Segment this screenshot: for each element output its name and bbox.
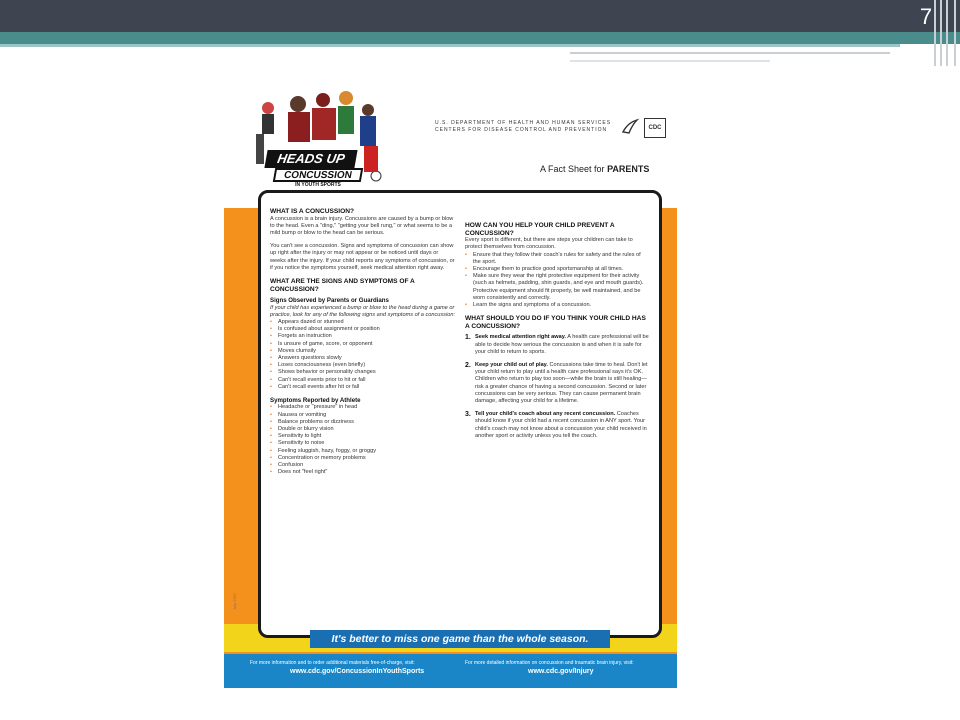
observed-intro: If your child has experienced a bump or blow to the head during a game or practice, look for any of the following signs and symptoms of a concussion: bbox=[270, 304, 455, 318]
athlete-heading: Symptoms Reported by Athlete bbox=[270, 397, 361, 405]
step-3 bbox=[465, 411, 650, 440]
slide-top-bar bbox=[0, 0, 960, 32]
slide-number: 7 bbox=[919, 4, 933, 29]
left-column bbox=[270, 208, 455, 476]
what-heading: WHAT IS A CONCUSSION? bbox=[270, 208, 355, 215]
list-item: • Can't recall events prior to hit or fall bbox=[270, 377, 455, 384]
step-number: 3. bbox=[465, 411, 471, 419]
list-item: • Confusion bbox=[270, 462, 455, 469]
prevent-heading: HOW CAN YOU HELP YOUR CHILD PREVENT A CONCUSSION? bbox=[465, 222, 615, 237]
hhs-eagle-icon bbox=[620, 116, 640, 136]
decorative-line bbox=[570, 52, 890, 54]
list-item: • Encourage them to practice good sportsmanship at all times. bbox=[465, 266, 650, 273]
step-1 bbox=[465, 334, 650, 356]
signs-heading: WHAT ARE THE SIGNS AND SYMPTOMS OF A CONCUSSION? bbox=[270, 278, 415, 293]
fact-sheet-prefix: A Fact Sheet for bbox=[540, 164, 605, 174]
decorative-line bbox=[570, 60, 770, 62]
list-item: • Feeling sluggish, hazy, foggy, or groggy bbox=[270, 448, 455, 455]
list-item: • Is unsure of game, score, or opponent bbox=[270, 341, 455, 348]
footer-right-url[interactable]: www.cdc.gov/Injury bbox=[528, 668, 594, 675]
step-title: Seek medical attention right away. bbox=[475, 334, 566, 341]
step-text: A health care professional will be able to decide how serious the concussion is and when it is safe for your child to return to sports. bbox=[475, 334, 649, 355]
list-item: • Headache or "pressure" in head bbox=[270, 404, 455, 411]
footer-right-text: For more detailed information on concussion and traumatic brain injury, visit: bbox=[465, 660, 634, 666]
list-item: • Learn the signs and symptoms of a concussion. bbox=[465, 302, 650, 309]
fact-sheet-audience: PARENTS bbox=[607, 164, 650, 174]
observed-heading: Signs Observed by Parents or Guardians bbox=[270, 297, 389, 305]
list-item: • Sensitivity to noise bbox=[270, 440, 455, 447]
logo-heads-up: HEADS UP bbox=[264, 150, 357, 168]
tagline: It's better to miss one game than the whole season. bbox=[310, 630, 610, 648]
list-item: • Does not "feel right" bbox=[270, 469, 455, 476]
footer-left-text: For more information and to order additional materials free-of-charge, visit: bbox=[250, 660, 415, 666]
side-note: July 2007 bbox=[232, 592, 237, 610]
agency-name bbox=[435, 120, 611, 134]
step-number: 1. bbox=[465, 334, 471, 342]
agency-line-1: U.S. DEPARTMENT OF HEALTH AND HUMAN SERVICES bbox=[435, 120, 612, 126]
prevent-list bbox=[465, 252, 650, 310]
logo-concussion: CONCUSSION bbox=[273, 168, 363, 182]
list-item: • Nausea or vomiting bbox=[270, 412, 455, 419]
step-text: Concussions take time to heal. Don't let your child return to play until a health care professional says it's OK. Children who return to play too soon—while the brain is still healing—risk a greater chance of having a second concussion. Second or later concussions can be very serious. They can cause permanent brain damage, affecting your child for a lifetime. bbox=[475, 362, 648, 405]
step-text: Coaches should know if your child had a recent concussion in ANY sport. Your child's coach may not know about a concussion your child received in another sport or activity unless you tell the coach. bbox=[475, 411, 647, 439]
list-item: • Is confused about assignment or position bbox=[270, 326, 455, 333]
list-item: • Loses consciousness (even briefly) bbox=[270, 362, 455, 369]
agency-line-2: CENTERS FOR DISEASE CONTROL AND PREVENTION bbox=[435, 127, 608, 133]
list-item: • Shows behavior or personality changes bbox=[270, 369, 455, 376]
list-item: • Make sure they wear the right protective equipment for their activity (such as helmets, padding, shin guards, and eye and mouth guards). Protective equipment should fit properly, be well maintained, and be worn consistently and correctly. bbox=[465, 273, 650, 302]
list-item: • Answers questions slowly bbox=[270, 355, 455, 362]
list-item: • Double or blurry vision bbox=[270, 426, 455, 433]
step-title: Keep your child out of play. bbox=[475, 362, 548, 369]
athlete-list bbox=[270, 404, 455, 476]
list-item: • Moves clumsily bbox=[270, 348, 455, 355]
list-item: • Concentration or memory problems bbox=[270, 455, 455, 462]
slide-accent-line bbox=[0, 44, 900, 47]
footer-left-url[interactable]: www.cdc.gov/ConcussionInYouthSports bbox=[290, 668, 425, 675]
step-2 bbox=[465, 362, 650, 405]
list-item: • Balance problems or dizziness bbox=[270, 419, 455, 426]
logo-youth-sports: IN YOUTH SPORTS bbox=[295, 182, 341, 188]
step-title: Tell your child's coach about any recent concussion. bbox=[475, 411, 616, 418]
what-paragraph-1: A concussion is a brain injury. Concussions are caused by a bump or blow to the head. Even a "ding," "getting your bell rung," or what seems to be a mild bump or blow to the head can be serious. bbox=[270, 215, 454, 236]
what-paragraph-2: You can't see a concussion. Signs and symptoms of concussion can show up right after the injury or may not appear or be noticed until days or weeks after the injury. If your child reports any symptoms of concussion, or if you notice the symptoms yourself, seek medical attention right away. bbox=[270, 243, 455, 271]
list-item: • Appears dazed or stunned bbox=[270, 319, 455, 326]
cdc-logo: CDC bbox=[644, 118, 666, 138]
list-item: • Sensitivity to light bbox=[270, 433, 455, 440]
prevent-intro: Every sport is different, but there are steps your children can take to protect themselves from concussion. bbox=[465, 237, 633, 251]
list-item: • Can't recall events after hit or fall bbox=[270, 384, 455, 391]
list-item: • Forgets an instruction bbox=[270, 333, 455, 340]
slide-accent-bar bbox=[0, 32, 960, 44]
right-column bbox=[465, 222, 650, 440]
observed-list bbox=[270, 319, 455, 391]
list-item: • Ensure that they follow their coach's rules for safety and the rules of the sport. bbox=[465, 252, 650, 266]
do-heading: WHAT SHOULD YOU DO IF YOU THINK YOUR CHILD HAS A CONCUSSION? bbox=[465, 315, 646, 330]
step-number: 2. bbox=[465, 362, 471, 370]
fact-sheet-title bbox=[540, 164, 649, 174]
